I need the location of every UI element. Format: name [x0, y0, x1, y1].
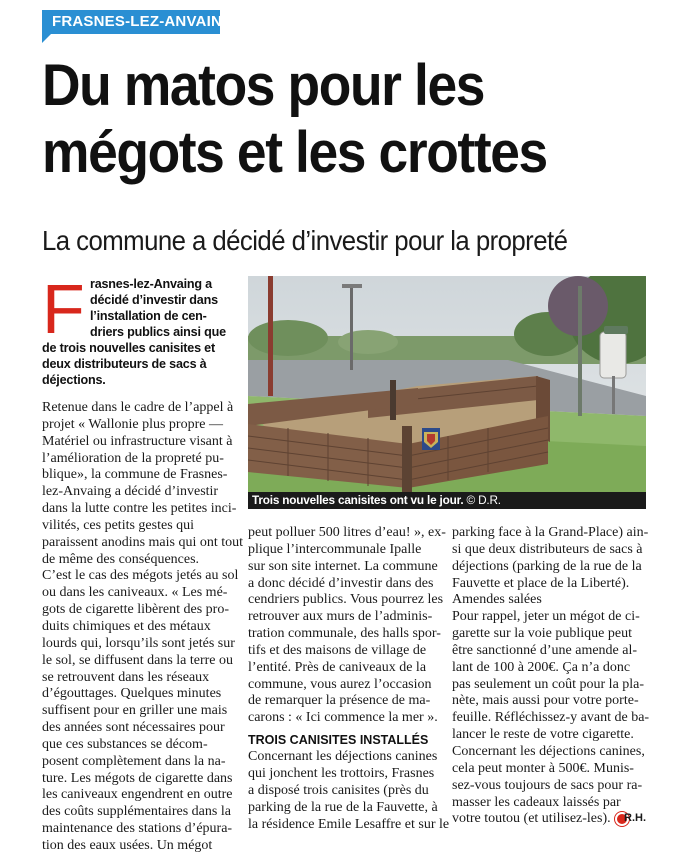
body-line: masser les cadeaux laissés par	[452, 794, 621, 810]
body-line: C’est le cas des mégots jetés au sol	[42, 568, 239, 584]
headline	[42, 52, 622, 186]
body-column-3	[452, 525, 652, 828]
body-line: sez-vous toujours de sacs pour ra-	[452, 777, 643, 793]
body-line: peut polluer 500 litres d’eau! », ex-	[248, 525, 446, 540]
body-line: commune, vous aurez l’occasion	[248, 676, 432, 692]
body-line: que ces substances se décom-	[42, 736, 208, 752]
body-line: retrouver aux murs de l’adminis-	[248, 609, 433, 625]
body-line: tifs et des maisons de village de	[248, 642, 427, 658]
headline-line-2: mégots et les crottes	[42, 120, 547, 185]
body-line: ou dans les caniveaux. « Les mé-	[42, 585, 228, 601]
body-line: d’égouttages. Quelques minutes	[42, 686, 222, 702]
body-line: plique l’intercommunale Ipalle	[248, 541, 422, 557]
body-column-2	[248, 525, 450, 833]
body-line: Amendes salées	[452, 592, 542, 608]
body-line: Fauvette et place de la Liberté).	[452, 575, 630, 591]
body-line: gots de cigarette libèrent des pro-	[42, 602, 229, 618]
body-line: tration communale, des halls spor-	[248, 626, 441, 642]
body-line: lant de 100 à 200€. Ça n’a donc	[452, 659, 631, 675]
body-line: cela peut monter à 500€. Munis-	[452, 760, 634, 776]
body-line: lez-Anvaing a décidé d’investir	[42, 484, 219, 500]
body-line: projet « Wallonie plus propre —	[42, 416, 223, 432]
photo-credit: © D.R.	[466, 493, 501, 507]
body-line: de remarquer la présence de ma-	[248, 693, 431, 709]
body-line: si que deux distributeurs de sacs à	[452, 541, 643, 557]
body-line: pas seulement un coût pour la pla-	[452, 676, 645, 692]
section-tag-label: FRASNES-LEZ-ANVAING	[52, 13, 234, 30]
headline-line-1: Du matos pour les	[42, 53, 485, 118]
body-line: sur son site internet. La commune	[248, 558, 438, 574]
body-line: nète, mais aussi pour votre porte-	[452, 693, 639, 709]
body-line: vilités, ces petits gestes qui	[42, 517, 195, 533]
body-line: le sol, se diffusent dans la terre ou	[42, 652, 234, 668]
body-line: dans la lutte contre les petites inci-	[42, 501, 237, 517]
body-line: cendriers publics. Vous pourrez les	[248, 592, 444, 608]
body-line: carons : « Ici commence la mer ».	[248, 710, 438, 726]
lead-line: déjections.	[42, 373, 106, 387]
body-line: lancer le reste de votre cigarette.	[452, 727, 634, 743]
body-line: être sanctionné d’une amende al-	[452, 642, 638, 658]
body-line: qui jonchent les trottoirs, Frasnes	[248, 765, 435, 781]
body-line: les caniveaux engendrent en outre	[42, 787, 233, 803]
body-line: duits chimiques et des métaux	[42, 618, 211, 634]
author-signature: R.H.	[624, 812, 646, 824]
lead-line: rasnes-lez-Anvaing a	[90, 277, 212, 291]
body-line: tion des eaux usées. Un mégot	[42, 837, 213, 853]
body-line: blique», la commune de Frasnes-	[42, 467, 228, 483]
photo-caption-text: Trois nouvelles canisites ont vu le jour.	[252, 493, 464, 507]
body-line-text: votre toutou (et utilisez-les).	[452, 811, 611, 827]
body-line: lourds qui, lorsqu’ils sont jetés sur	[42, 635, 235, 651]
body-line: Matériel ou infrastructure visant à	[42, 433, 233, 449]
body-line: l’amélioration de la propreté pu-	[42, 450, 224, 466]
body-line: a donc décidé d’investir dans des	[248, 575, 434, 591]
section-tag-pointer	[42, 34, 51, 43]
body-line: parking de la rue de la Fauvette, à	[248, 799, 438, 815]
standfirst: La commune a décidé d’investir pour la propreté	[42, 225, 568, 256]
body-line: suffisent pour en griller une mais	[42, 703, 228, 719]
body-line: Pour rappel, jeter un mégot de ci-	[452, 609, 640, 625]
body-line: parking face à la Grand-Place) ain-	[452, 525, 649, 540]
lead-line: deux distributeurs de sacs à	[42, 357, 207, 371]
body-line: l’entité. Près de caniveaux de la	[248, 659, 427, 675]
drop-cap: F	[42, 270, 85, 348]
body-line: des années sont nécessaires pour	[42, 720, 225, 736]
body-line: déjections (parking de la rue de la	[452, 558, 642, 574]
body-line: posent complètement dans la na-	[42, 753, 226, 769]
lead-line: de trois nouvelles canisites et	[42, 341, 215, 355]
lead-line: driers publics ainsi que	[90, 325, 226, 339]
body-line: ture. Les mégots de cigarette dans	[42, 770, 233, 786]
lead-line: l’installation de cen-	[90, 309, 207, 323]
body-line: paraissent anodins mais qui ont tout	[42, 534, 244, 550]
photo-caption	[252, 493, 501, 507]
body-line: Concernant les déjections canines	[248, 749, 438, 765]
body-line: se retrouvent dans les réseaux	[42, 669, 210, 685]
body-line: Retenue dans le cadre de l’appel à	[42, 400, 234, 415]
body-line: Concernant les déjections canines,	[452, 743, 645, 759]
section-subhead: TROIS CANISITES INSTALLÉS	[248, 733, 429, 748]
body-line: feuille. Réfléchissez-y avant de ba-	[452, 710, 650, 726]
canisite-photo	[248, 276, 646, 492]
lead-line: décidé d’investir dans	[90, 293, 218, 307]
body-line: la résidence Emile Lesaffre et sur le	[248, 816, 450, 832]
body-column-1	[42, 400, 242, 855]
body-line: garette sur la voie publique peut	[452, 626, 632, 642]
body-line: a disposé trois canisites (près du	[248, 782, 429, 798]
body-line: maintenance des stations d’épura-	[42, 821, 233, 837]
body-line: de même des conséquences.	[42, 551, 200, 567]
body-line	[452, 811, 652, 828]
body-line: des coûts supplémentaires dans la	[42, 804, 231, 820]
